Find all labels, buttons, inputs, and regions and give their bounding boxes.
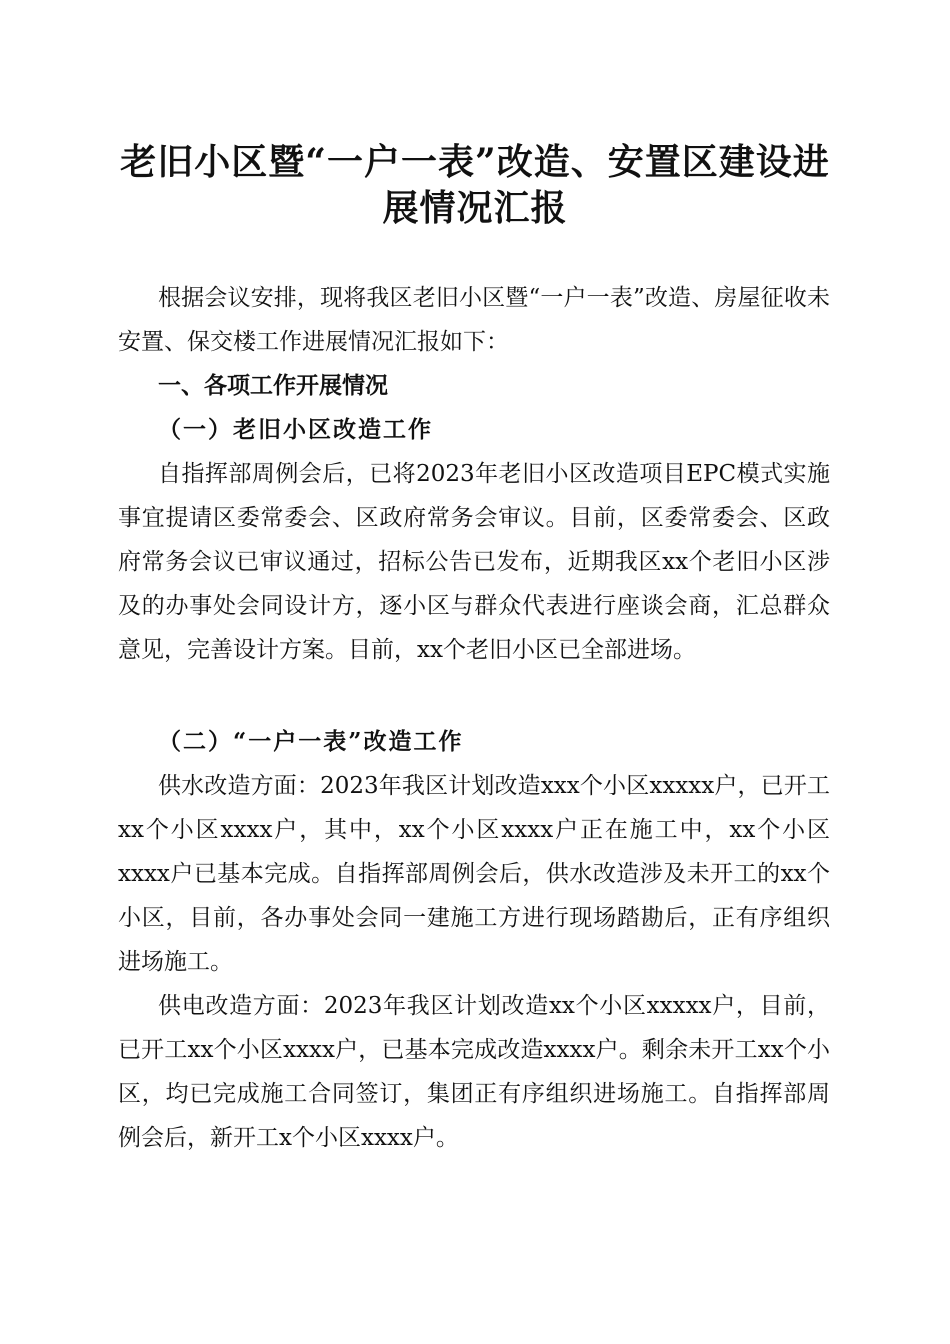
document-title-line1: 老旧小区暨“一户一表”改造、安置区建设进 (120, 141, 830, 183)
section1-heading: 一、各项工作开展情况 (158, 373, 388, 399)
subsection1-paragraph: 自指挥部周例会后，已将2023年老旧小区改造项目EPC模式实施事宜提请区委常委会、区政府常务会审议。目前，区委常委会、区政府常务会议已审议通过，招标公告已发布，近期我区xx个老旧小区涉及的办事处会同设计方，逐小区与群众代表进行座谈会商，汇总群众意见，完善设计方案。目前，xx个老旧小区已全部进场。 (118, 461, 830, 663)
subsection1-heading: （一）老旧小区改造工作 (158, 416, 433, 443)
water-supply-paragraph: 供水改造方面：2023年我区计划改造xxx个小区xxxxx户，已开工xx个小区xxxx户，其中，xx个小区xxxx户正在施工中，xx个小区xxxx户已基本完成。自指挥部周例会后，供水改造涉及未开工的xx个小区，目前，各办事处会同一建施工方进行现场踏勘后，正有序组织进场施工。 (118, 773, 830, 975)
power-supply-paragraph: 供电改造方面：2023年我区计划改造xx个小区xxxxx户，目前，已开工xx个小区xxxx户，已基本完成改造xxxx户。剩余未开工xx个小区，均已完成施工合同签订，集团正有序组织进场施工。自指挥部周例会后，新开工x个小区xxxx户。 (118, 993, 830, 1151)
document-title-line2: 展情况汇报 (382, 187, 568, 229)
intro-paragraph: 根据会议安排，现将我区老旧小区暨“一户一表”改造、房屋征收未安置、保交楼工作进展情况汇报如下： (118, 285, 830, 355)
subsection2-heading: （二）“一户一表”改造工作 (158, 728, 464, 755)
